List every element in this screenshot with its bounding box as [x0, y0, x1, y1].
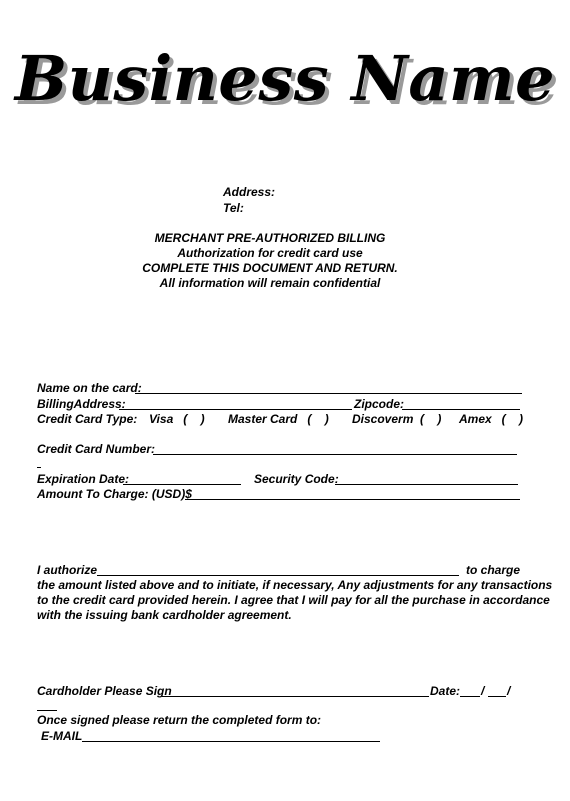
date-year-field[interactable]: [37, 710, 57, 711]
authorization-text-line: the amount listed above and to initiate, if necessary, Any adjustments for any transactions: [37, 578, 553, 592]
expiration-date-field[interactable]: [123, 484, 241, 485]
business-name-heading: Business Name: [14, 42, 556, 115]
name-on-card-label: Name on the card:: [37, 381, 142, 395]
stray-underscore: [37, 467, 41, 468]
email-field[interactable]: [82, 741, 380, 742]
date-month-field[interactable]: [460, 696, 480, 697]
authorize-lead: I authorize: [37, 563, 98, 577]
card-number-field[interactable]: [153, 454, 517, 455]
return-note: Once signed please return the completed form to:: [37, 713, 322, 727]
address-label: Address:: [223, 185, 276, 199]
amount-label: Amount To Charge: (USD)$: [37, 487, 192, 501]
notice-subtitle: Authorization for credit card use: [177, 246, 363, 260]
card-number-label: Credit Card Number:: [37, 442, 156, 456]
billing-address-field[interactable]: [119, 409, 352, 410]
tel-text: Tel:: [223, 201, 244, 215]
name-on-card-field[interactable]: [135, 393, 522, 394]
authorize-to-charge: to charge: [466, 563, 521, 577]
card-type-discover-option[interactable]: Discoverm ( ): [352, 412, 442, 426]
authorization-text-line: to the credit card provided herein. I agree that I will pay for all the purchase in accordance: [37, 593, 550, 607]
billing-address-label: BillingAddress:: [37, 397, 126, 411]
authorization-text-line: with the issuing bank cardholder agreement.: [37, 608, 292, 622]
expiration-date-label: Expiration Date:: [37, 472, 130, 486]
card-type-amex-option[interactable]: Amex ( ): [459, 412, 524, 426]
notice-confidential: All information will remain confidential: [159, 276, 381, 290]
notice-instruction: COMPLETE THIS DOCUMENT AND RETURN.: [142, 261, 398, 275]
cardholder-sign-label: Cardholder Please Sign: [37, 684, 172, 698]
date-separator: /: [481, 684, 485, 698]
signature-field[interactable]: [162, 696, 429, 697]
security-code-label: Security Code:: [254, 472, 339, 486]
date-day-field[interactable]: [488, 696, 506, 697]
zipcode-label: Zipcode:: [354, 397, 404, 411]
authorizer-name-field[interactable]: [97, 575, 459, 576]
zipcode-field[interactable]: [402, 409, 520, 410]
date-separator: /: [507, 684, 511, 698]
card-type-visa-option[interactable]: Visa ( ): [149, 412, 205, 426]
notice-title: MERCHANT PRE-AUTHORIZED BILLING: [154, 231, 386, 245]
amount-field[interactable]: [185, 499, 520, 500]
security-code-field[interactable]: [335, 484, 518, 485]
card-type-mastercard-option[interactable]: Master Card ( ): [228, 412, 329, 426]
card-type-label: Credit Card Type:: [37, 412, 138, 426]
tel-label: [223, 201, 244, 215]
date-label: Date:: [430, 684, 461, 698]
email-label: E-MAIL: [41, 729, 83, 743]
